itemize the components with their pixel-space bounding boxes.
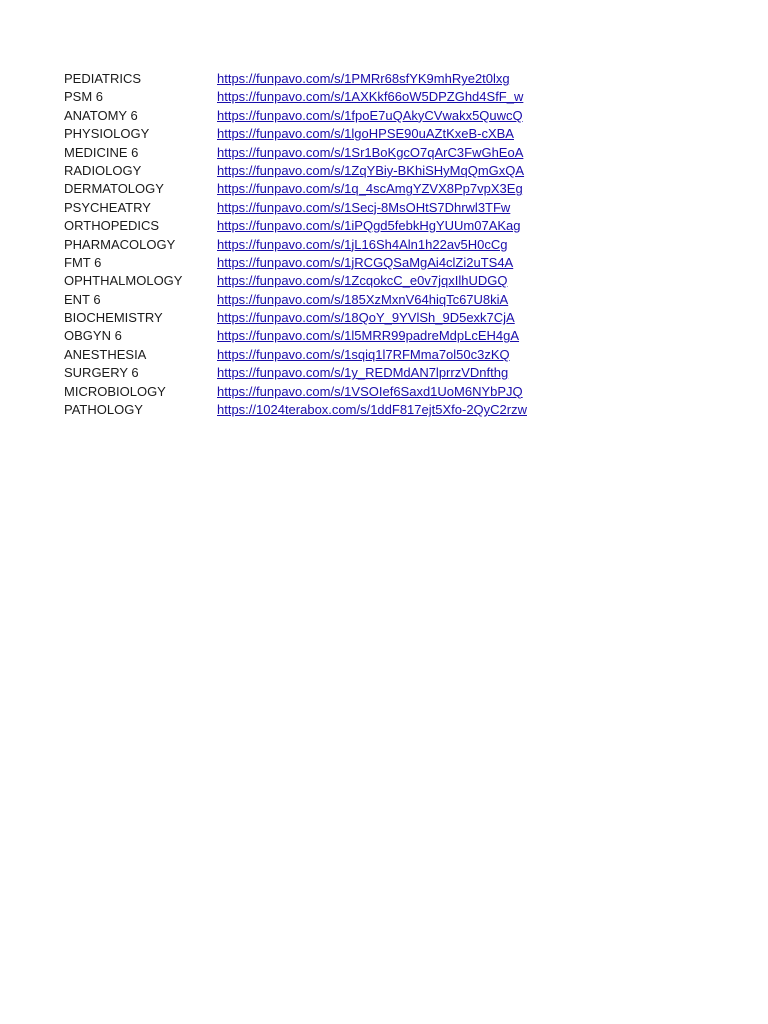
subject-label: BIOCHEMISTRY	[64, 310, 163, 326]
list-item	[64, 217, 527, 235]
subject-label: OPHTHALMOLOGY	[64, 273, 183, 289]
subject-label: ORTHOPEDICS	[64, 218, 160, 234]
subject-link[interactable]: https://funpavo.com/s/1AXKkf66oW5DPZGhd4SfF_w	[217, 89, 524, 105]
list-item	[64, 107, 527, 125]
subject-label: MICROBIOLOGY	[64, 383, 166, 399]
list-item	[64, 144, 527, 162]
subject-link[interactable]: https://funpavo.com/s/1iPQgd5febkHgYUUm07AKag	[217, 218, 521, 234]
subject-label: PATHOLOGY	[64, 402, 143, 418]
subject-link[interactable]: https://funpavo.com/s/1jL16Sh4Aln1h22av5H0cCg	[217, 236, 508, 252]
subject-link[interactable]: https://funpavo.com/s/1PMRr68sfYK9mhRye2t0lxg	[217, 71, 510, 86]
subject-link[interactable]: https://funpavo.com/s/1ZcqokcC_e0v7jqxIlhUDGQ	[217, 273, 508, 289]
subject-link[interactable]: https://funpavo.com/s/1VSOIef6Saxd1UoM6NYbPJQ	[217, 383, 523, 399]
subject-link[interactable]: https://funpavo.com/s/1fpoE7uQAkyCVwakx5QuwcQ	[217, 107, 523, 123]
subject-link[interactable]: https://1024terabox.com/s/1ddF817ejt5Xfo-2QyC2rzw	[217, 402, 527, 418]
link-list	[64, 70, 527, 419]
subject-label: PEDIATRICS	[64, 71, 142, 86]
list-item	[64, 199, 527, 217]
subject-label: RADIOLOGY	[64, 162, 142, 178]
subject-link[interactable]: https://funpavo.com/s/1y_REDMdAN7lprrzVDnfthg	[217, 365, 509, 381]
list-item	[64, 309, 527, 327]
subject-label: DERMATOLOGY	[64, 181, 164, 197]
subject-link[interactable]: https://funpavo.com/s/1sqiq1l7RFMma7ol50c3zKQ	[217, 346, 510, 362]
subject-link[interactable]: https://funpavo.com/s/18QoY_9YVlSh_9D5exk7CjA	[217, 310, 515, 326]
list-item	[64, 327, 527, 345]
subject-label: ANESTHESIA	[64, 346, 147, 362]
list-item	[64, 180, 527, 198]
subject-label: SURGERY 6	[64, 365, 139, 381]
subject-link[interactable]: https://funpavo.com/s/185XzMxnV64hiqTc67U8kiA	[217, 291, 509, 307]
list-item	[64, 254, 527, 272]
list-item	[64, 236, 527, 254]
subject-label: PSYCHEATRY	[64, 199, 151, 215]
list-item	[64, 88, 527, 106]
subject-label: PSM 6	[64, 89, 104, 105]
list-item	[64, 70, 527, 88]
list-item	[64, 401, 527, 419]
subject-label: OBGYN 6	[64, 328, 122, 344]
subject-link[interactable]: https://funpavo.com/s/1lgoHPSE90uAZtKxeB-cXBA	[217, 126, 514, 142]
list-item	[64, 125, 527, 143]
subject-link[interactable]: https://funpavo.com/s/1Secj-8MsOHtS7Dhrwl3TFw	[217, 199, 511, 215]
subject-label: PHARMACOLOGY	[64, 236, 176, 252]
subject-link[interactable]: https://funpavo.com/s/1l5MRR99padreMdpLcEH4gA	[217, 328, 520, 344]
list-item	[64, 364, 527, 382]
subject-label: FMT 6	[64, 254, 102, 270]
subject-link[interactable]: https://funpavo.com/s/1q_4scAmgYZVX8Pp7vpX3Eg	[217, 181, 523, 197]
subject-label: PHYSIOLOGY	[64, 126, 150, 142]
subject-label: ENT 6	[64, 291, 101, 307]
list-item	[64, 162, 527, 180]
list-item	[64, 383, 527, 401]
list-item	[64, 291, 527, 309]
subject-link[interactable]: https://funpavo.com/s/1Sr1BoKgcO7qArC3FwGhEoA	[217, 144, 524, 160]
subject-link[interactable]: https://funpavo.com/s/1jRCGQSaMgAi4clZi2uTS4A	[217, 254, 514, 270]
list-item	[64, 346, 527, 364]
list-item	[64, 272, 527, 290]
subject-label: MEDICINE 6	[64, 144, 139, 160]
subject-link[interactable]: https://funpavo.com/s/1ZqYBiy-BKhiSHyMqQmGxQA	[217, 162, 525, 178]
subject-label: ANATOMY 6	[64, 107, 138, 123]
